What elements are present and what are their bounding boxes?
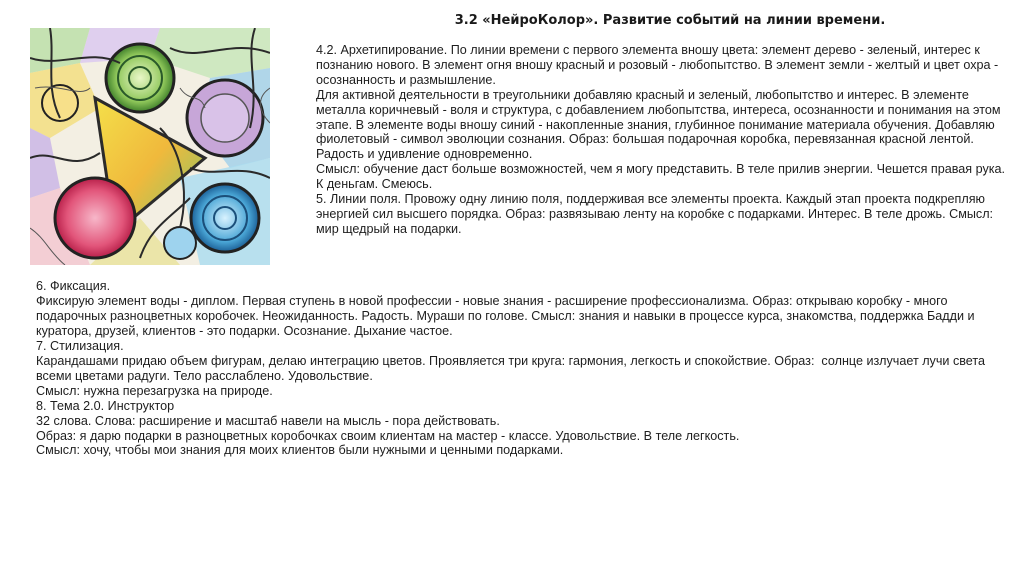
- paragraph-active-activity: Для активной деятельности в треугольники добавляю красный и зеленый, любопытство и интерес. В элементе металла коричневый - воля и структура, с добавлением любопытства, интереса, осознанности и понимания на этом этапе. В элементе воды вношу синий - накопленные знания, глубинное понимание материала обучения. Добавляю фиолетовый - символ эволюции сознания. Образ: большая подарочная коробка, перевязанная красной лентой. Радость и удивление одновременно.: [316, 87, 1004, 162]
- heading-stylization: 7. Стилизация.: [36, 338, 124, 353]
- paragraph-field-lines: 5. Линии поля. Провожу одну линию поля, поддерживая все элементы проекта. Каждый этап проекта подкрепляю энергией сил высшего порядка. Образ: развязываю ленту на коробке с подарками. Интерес. В теле дрожь. Смысл: мир щедрый на подарки.: [316, 192, 997, 236]
- paragraph-image: Образ: я дарю подарки в разноцветных коробочках своим клиентам на мастер - классе. Удовольствие. В теле легкость.: [36, 428, 740, 443]
- paragraph-fixation: Фиксирую элемент воды - диплом. Первая ступень в новой профессии - новые знания - расширение профессионализма. Образ: открываю коробку - много подарочных разноцветных коробочек. Неожиданность. Радость. Мураши по голове. Смысл: знания и навыки в процессе курса, знакомства, поддержка Бадди и куратора, друзей, клиентов - это подарки. Осознание. Дыхание частое.: [36, 293, 979, 338]
- paragraph-archetyping: 4.2. Архетипирование. По линии времени с первого элемента вношу цвета: элемент дерево - зеленый, интерес к познанию нового. В элемент огня вношу красный и розовый - любопытство. В элемент земли - желтый и цвет охра - осознанность и размышление.: [316, 43, 1002, 87]
- slide-title: 3.2 «НейроКолор». Развитие событий на линии времени.: [454, 13, 886, 28]
- paragraph-stylization: Карандашами придаю объем фигурам, делаю интеграцию цветов. Проявляется три круга: гармония, легкость и спокойствие. Образ: солнце излучает лучи света всеми цветами радуги. Тело расслаблено. Удовольствие.: [36, 353, 989, 383]
- paragraph-words: 32 слова. Слова: расширение и масштаб навели на мысль - пора действовать.: [36, 413, 500, 428]
- heading-topic-instructor: 8. Тема 2.0. Инструктор: [36, 398, 175, 413]
- paragraph-meaning: Смысл: обучение даст больше возможностей, чем я могу представить. В теле прилив энергии. Чешется правая рука. К деньгам. Смеюсь.: [316, 162, 1009, 192]
- heading-fixation: 6. Фиксация.: [36, 279, 111, 293]
- neurographic-drawing-image: [30, 28, 270, 265]
- paragraph-stylization-meaning: Смысл: нужна перезагрузка на природе.: [36, 383, 273, 398]
- paragraph-meaning-final: Смысл: хочу, чтобы мои знания для моих клиентов были нужными и ценными подарками.: [36, 443, 564, 458]
- right-text-block: [290, 43, 1010, 237]
- bottom-text-block: [36, 279, 996, 458]
